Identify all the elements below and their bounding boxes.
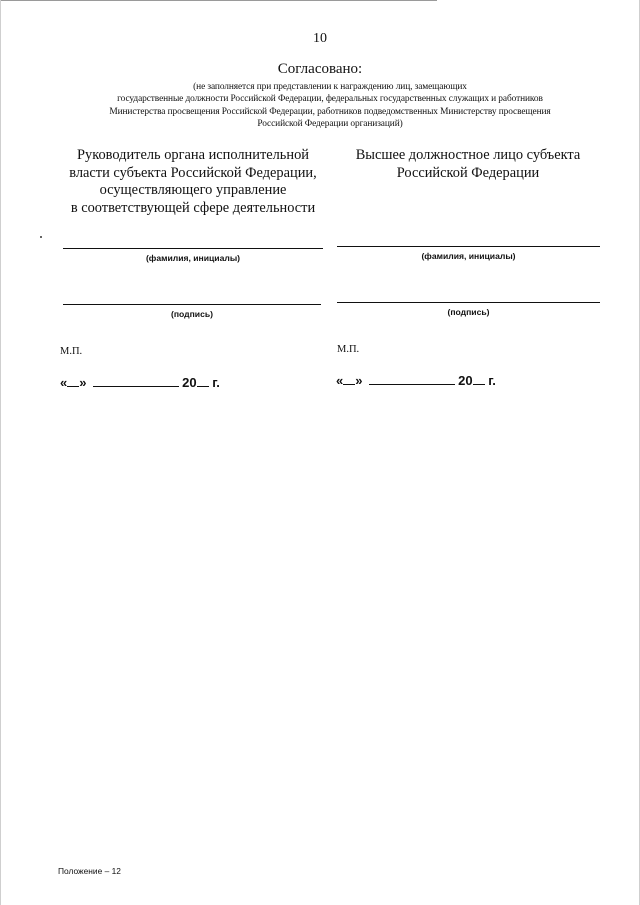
note-line: (не заполняется при представлении к награждению лиц, замещающих bbox=[193, 82, 467, 92]
right-signature-field[interactable] bbox=[337, 302, 600, 303]
right-signature-caption: (подпись) bbox=[447, 307, 490, 317]
date-open-quote: « bbox=[336, 373, 344, 388]
note-line: государственные должности Российской Федерации, федеральных государственных служащих и работников bbox=[117, 94, 543, 105]
right-name-field[interactable] bbox=[337, 246, 600, 247]
title-line: Российской Федерации bbox=[396, 164, 540, 181]
date-close-quote: » bbox=[79, 375, 87, 390]
page-number: 10 bbox=[313, 31, 327, 46]
note-line: Министерства просвещения Российской Федерации, работников подведомственных Министерству просвещения bbox=[109, 106, 551, 117]
date-year-prefix: 20 bbox=[458, 373, 473, 388]
title-line: осуществляющего управление bbox=[99, 182, 287, 198]
left-signatory-block bbox=[58, 147, 328, 217]
page-top-edge bbox=[0, 0, 437, 2]
title-line: в соответствующей сфере деятельности bbox=[70, 199, 316, 216]
year-field[interactable] bbox=[197, 385, 209, 387]
month-field[interactable] bbox=[369, 383, 455, 385]
right-date-row bbox=[336, 373, 496, 388]
year-field[interactable] bbox=[473, 383, 485, 385]
left-name-caption: (фамилия, инициалы) bbox=[145, 253, 241, 263]
date-close-quote: » bbox=[355, 373, 363, 388]
left-signature-caption: (подпись) bbox=[170, 309, 214, 319]
right-name-caption: (фамилия, инициалы) bbox=[421, 251, 516, 261]
day-field[interactable] bbox=[343, 383, 355, 385]
title-line: власти субъекта Российской Федерации, bbox=[69, 164, 317, 181]
note-line: Российской Федерации организаций) bbox=[257, 118, 403, 129]
footer-reference: Положение – 12 bbox=[58, 866, 121, 876]
approval-note bbox=[60, 81, 600, 130]
month-field[interactable] bbox=[93, 385, 179, 387]
date-suffix: г. bbox=[212, 375, 220, 390]
right-seal-label: М.П. bbox=[337, 344, 360, 355]
left-signature-field[interactable] bbox=[63, 304, 321, 305]
approval-heading: Согласовано: bbox=[277, 61, 363, 77]
right-signatory-title bbox=[334, 147, 602, 182]
title-line: Высшее должностное лицо субъекта bbox=[355, 147, 581, 163]
date-suffix: г. bbox=[488, 373, 496, 388]
scan-speck bbox=[40, 236, 42, 238]
right-signatory-block bbox=[334, 147, 602, 182]
title-line: Руководитель органа исполнительной bbox=[77, 147, 309, 163]
page-left-edge bbox=[0, 0, 2, 905]
date-year-prefix: 20 bbox=[182, 375, 197, 390]
left-signatory-title bbox=[58, 147, 328, 217]
left-date-row bbox=[60, 375, 220, 390]
left-seal-label: М.П. bbox=[60, 346, 83, 357]
left-name-field[interactable] bbox=[63, 248, 323, 249]
date-open-quote: « bbox=[60, 375, 68, 390]
day-field[interactable] bbox=[67, 385, 79, 387]
